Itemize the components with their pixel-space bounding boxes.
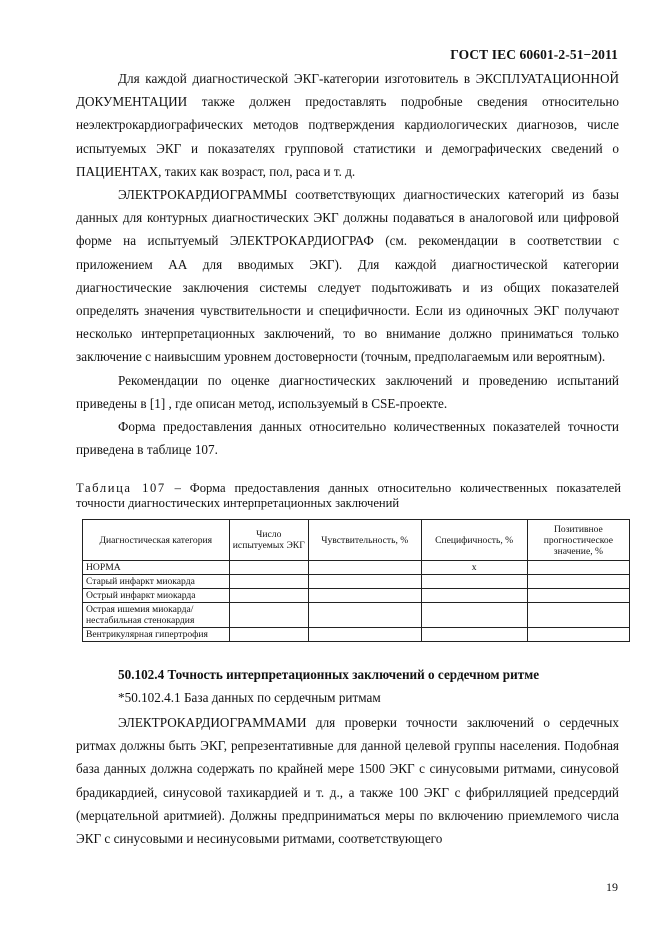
table-row [83, 575, 630, 589]
table-cell [527, 589, 629, 603]
column-header: Позитивное прогностическое значение, % [527, 520, 629, 561]
paragraph: ЭЛЕКТРОКАРДИОГРАММЫ соответствующих диагностических категорий из базы данных для контурных диагностических ЭКГ должны подаваться в аналоговой или цифровой форме на испытуемый ЭЛЕКТРОКАРДИОГРАФ (см. рекомендации в соответствии с приложением АА для вводимых ЭКГ). Для каждой диагностической категории диагностические заключения системы следует подытоживать и из общих показателей определять значения чувствительности и специфичности. Если из одиночных ЭКГ получают несколько интерпретационных заключений, то во внимание должно приниматься только заключение с наивысшим уровнем достоверности (точным, предполагаемым или вероятным). [76, 187, 619, 365]
table-cell [527, 561, 629, 575]
table-cell: Старый инфаркт миокарда [83, 575, 230, 589]
table-cell [309, 561, 421, 575]
table-caption-label: Таблица 107 [76, 481, 166, 495]
table-cell: x [421, 561, 527, 575]
table-row [83, 603, 630, 628]
table-cell [527, 575, 629, 589]
standard-header: ГОСТ IEC 60601-2-51−2011 [450, 47, 618, 62]
paragraph: ЭЛЕКТРОКАРДИОГРАММАМИ для проверки точности заключений о сердечных ритмах должны быть ЭКГ, репрезентативные для данной целевой группы населения. Подобная база данных должна содержать по крайней мере 1500 ЭКГ с синусовыми ритмами, синусовой брадикардией, синусовой тахикардией и т. д., а также 100 ЭКГ с фибрилляцией предсердий (мерцательной аритмией). Должны предприниматься меры по включению приемлемого числа ЭКГ с синусовыми и несинусовыми ритмами, соответствующего [76, 715, 619, 847]
column-header: Число испытуемых ЭКГ [229, 520, 308, 561]
table-cell [421, 575, 527, 589]
table-cell [421, 603, 527, 628]
page-number: 19 [606, 880, 618, 894]
table-cell [421, 628, 527, 642]
table-row [83, 589, 630, 603]
table-cell [309, 603, 421, 628]
paragraph: Рекомендации по оценке диагностических заключений и проведению испытаний приведены в [1] , где описан метод, используемый в CSE-проекте. [76, 372, 619, 411]
rhythm-text [76, 711, 619, 850]
paragraph: Форма предоставления данных относительно количественных показателей точности приведена в таблице 107. [76, 419, 619, 458]
column-header: Чувствительность, % [309, 520, 421, 561]
intro-text [76, 67, 619, 461]
table-cell: Острый инфаркт миокарда [83, 589, 230, 603]
table-cell: НОРМА [83, 561, 230, 575]
column-header: Диагностическая категория [83, 520, 230, 561]
table-caption [76, 481, 621, 511]
table-cell [309, 589, 421, 603]
table-cell [421, 589, 527, 603]
table-cell: Острая ишемия миокарда/ нестабильная стенокардия [83, 603, 230, 628]
table-row [83, 628, 630, 642]
column-header: Специфичность, % [421, 520, 527, 561]
table-cell [309, 575, 421, 589]
table-cell [527, 603, 629, 628]
table-cell [527, 628, 629, 642]
table-header-row [83, 520, 630, 561]
accuracy-table [82, 519, 630, 642]
table-cell: Вентрикулярная гипертрофия [83, 628, 230, 642]
table-cell [229, 603, 308, 628]
section-heading: 50.102.4 Точность интерпретационных заключений о сердечном ритме [118, 667, 540, 682]
table-cell [229, 589, 308, 603]
table-cell [309, 628, 421, 642]
table-row [83, 561, 630, 575]
paragraph: Для каждой диагностической ЭКГ-категории изготовитель в ЭКСПЛУАТАЦИОННОЙ ДОКУМЕНТАЦИИ также должен предоставлять подробные сведения относительно неэлектрокардиографических методов подтверждения кардиологических диагнозов, числе испытуемых ЭКГ и показателях групповой статистики и демографических сведений о ПАЦИЕНТАХ, таких как возраст, пол, раса и т. д. [76, 71, 619, 179]
table-cell [229, 628, 308, 642]
table-cell [229, 561, 308, 575]
table-caption-text: – Форма предоставления данных относительно количественных показателей точности диагностических интерпретационных заключений [76, 481, 621, 510]
table-cell [229, 575, 308, 589]
subsection-heading: *50.102.4.1 База данных по сердечным ритмам [118, 690, 381, 705]
